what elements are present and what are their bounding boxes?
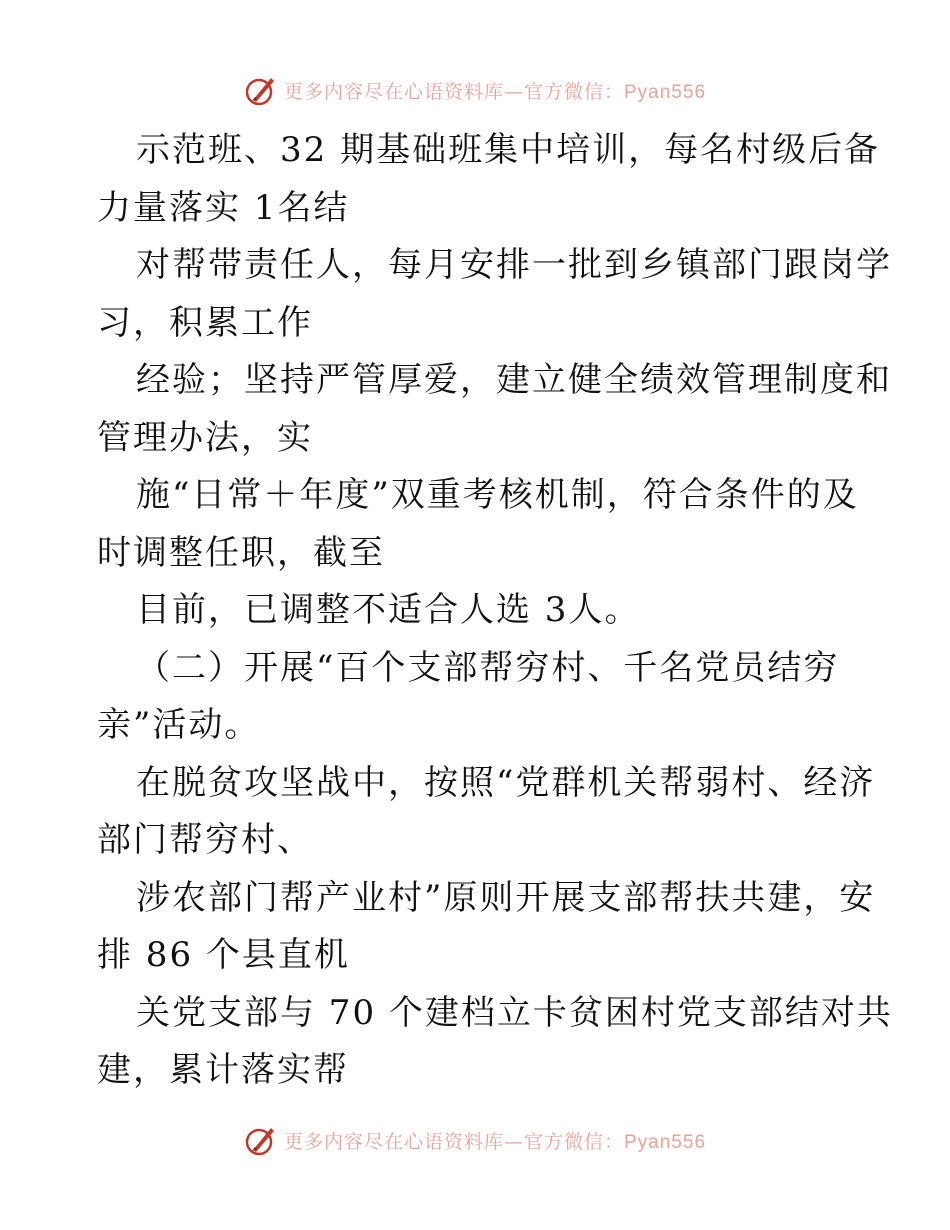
body-line: 排 86 个县直机	[97, 935, 350, 975]
body-line: 在脱贫攻坚战中，按照“党群机关帮弱村、经济	[136, 762, 876, 803]
body-line: 目前，已调整不适合人选 3人。	[136, 590, 641, 630]
header-banner	[0, 70, 950, 110]
body-line: 习，积累工作	[97, 302, 313, 343]
body-line: 亲”活动。	[97, 705, 261, 745]
body-line: 对帮带责任人，每月安排一批到乡镇部门跟岗学	[136, 245, 892, 285]
quill-pen-logo-icon	[244, 1123, 278, 1157]
body-line: 建，累计落实帮	[97, 1050, 349, 1090]
banner-label: 更多内容尽在心语资料库—官方微信：	[283, 80, 624, 103]
banner-wechat-id: Pyan556	[624, 1131, 707, 1153]
body-line: 部门帮穷村、	[97, 820, 313, 860]
banner-wechat-id: Pyan556	[624, 81, 707, 103]
body-line: （二）开展“百个支部帮穷村、千名党员结穷	[136, 647, 840, 688]
body-line: 示范班、32 期基础班集中培训，每名村级后备	[136, 130, 881, 170]
body-line: 时调整任职，截至	[97, 532, 385, 573]
banner-text	[284, 77, 706, 104]
footer-banner	[0, 1120, 950, 1160]
banner-text	[284, 1127, 706, 1154]
body-line: 力量落实 1名结	[97, 187, 350, 228]
banner-label: 更多内容尽在心语资料库—官方微信：	[283, 1130, 624, 1153]
body-line: 施“日常＋年度”双重考核机制，符合条件的及	[136, 475, 859, 515]
body-line: 关党支部与 70 个建档立卡贫困村党支部结对共	[136, 992, 893, 1033]
body-line: 经验；坚持严管厚爱，建立健全绩效管理制度和	[136, 360, 892, 400]
body-line: 涉农部门帮产业村”原则开展支部帮扶共建，安	[136, 877, 876, 918]
document-body	[97, 122, 893, 1100]
quill-pen-logo-icon	[244, 73, 278, 107]
body-line: 管理办法，实	[97, 417, 313, 458]
